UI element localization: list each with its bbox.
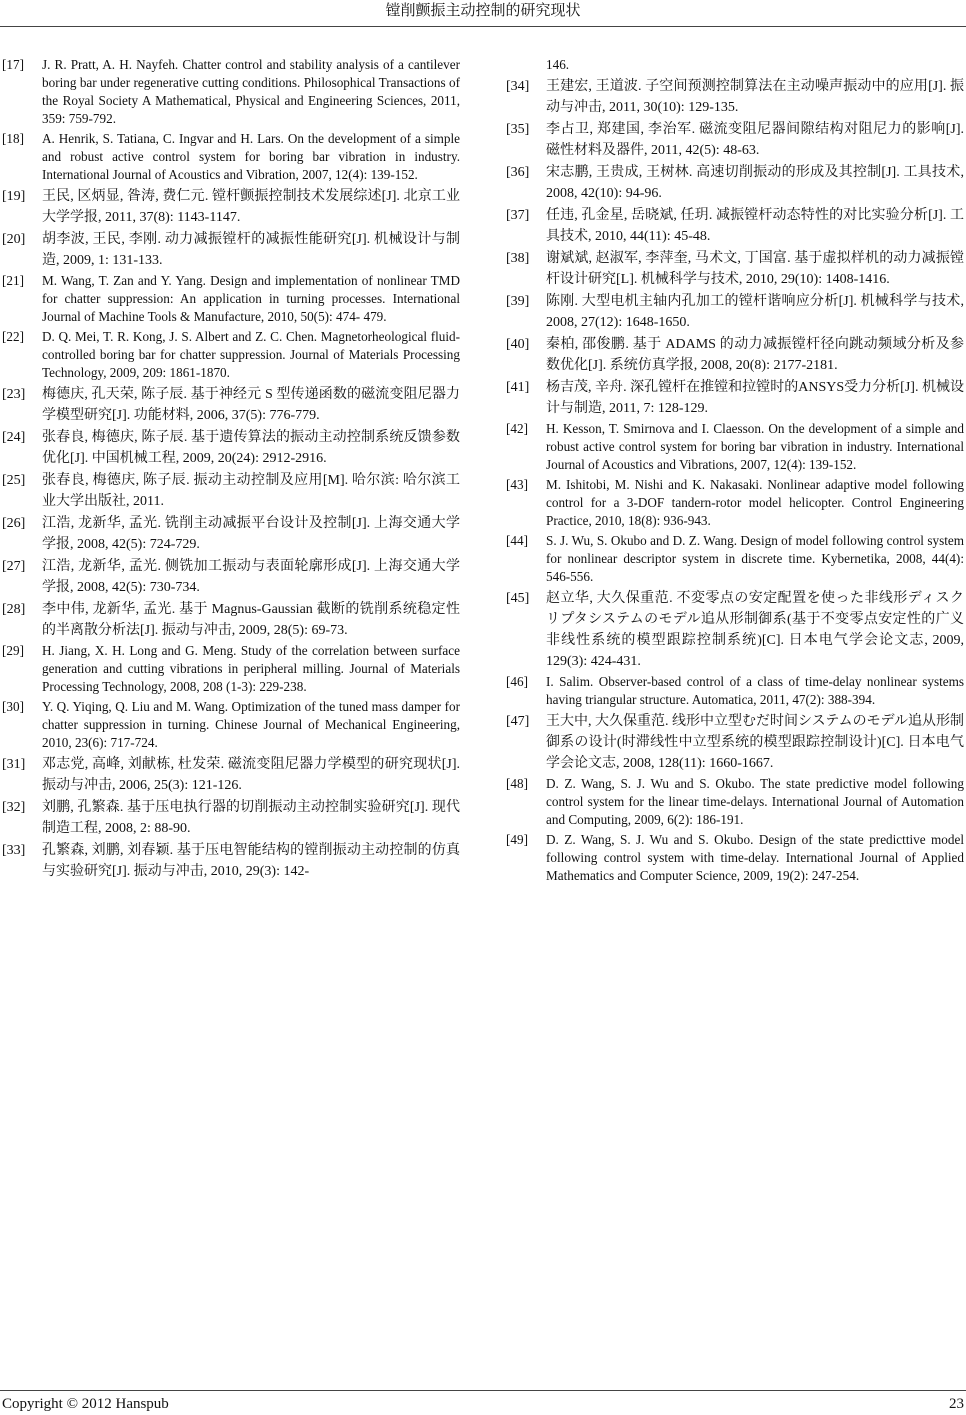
- reference-text: 谢斌斌, 赵淑军, 李萍奎, 马术文, 丁国富. 基于虚拟样机的动力减振镗杆设计研究[L]. 机械科学与技术, 2010, 29(10): 1408-1416.: [546, 251, 964, 287]
- reference-entry: [506, 162, 964, 204]
- reference-number: [36]: [506, 165, 530, 180]
- reference-text: M. Wang, T. Zan and Y. Yang. Design and implementation of nonlinear TMD for chatter suppression: An application in turning processes. International Journal of Machine Tools & Manufacture, 2010, 50(5): 474- 479.: [42, 273, 460, 324]
- reference-text: A. Henrik, S. Tatiana, C. Ingvar and H. Lars. On the development of a simple and robust active control system for boring bar vibration in industry. International Journal of Acoustics and Vibration, 2007, 12(4): 139-152.: [42, 131, 460, 182]
- reference-entry: [506, 711, 964, 774]
- reference-number: [29]: [2, 643, 24, 658]
- copyright-notice: Copyright © 2012 Hanspub: [2, 1396, 169, 1412]
- reference-text: 宋志鹏, 王贵成, 王树林. 高速切削振动的形成及其控制[J]. 工具技术, 2008, 42(10): 94-96.: [546, 165, 964, 201]
- reference-text: J. R. Pratt, A. H. Nayfeh. Chatter control and stability analysis of a cantilever boring bar under regenerative cutting conditions. Philosophical Transactions of the Royal Society A Mathematical, Physical and Engineering Sciences, 2011, 359: 759-792.: [42, 57, 460, 126]
- reference-number: [18]: [2, 131, 24, 146]
- reference-number: [34]: [506, 79, 530, 94]
- reference-number: [26]: [2, 516, 26, 531]
- page-number: 23: [949, 1396, 964, 1412]
- reference-number: [17]: [2, 57, 24, 72]
- reference-text: 王大中, 大久保重范. 线形中立型むだ时间システムのモデル追从形制御系の设计(时滞线性中立型系统的模型跟踪控制设计)[C]. 日本电气学会论文志, 2008, 128(11): 1660-1667.: [546, 714, 964, 771]
- reference-text: M. Ishitobi, M. Nishi and K. Nakasaki. Nonlinear adaptive model following control for a 3-DOF tandern-rotor model helicopter. Control Engineering Practice, 2010, 18(8): 936-943.: [546, 477, 964, 528]
- reference-number: [41]: [506, 380, 530, 395]
- reference-entry: [2, 384, 460, 426]
- reference-number: [35]: [506, 122, 530, 137]
- reference-entry: [506, 119, 964, 161]
- reference-text: 刘鹏, 孔繁森. 基于压电执行器的切削振动主动控制实验研究[J]. 现代制造工程, 2008, 2: 88-90.: [42, 800, 460, 836]
- reference-text: 秦柏, 邵俊鹏. 基于 ADAMS 的动力减振镗杆径向跳动频域分析及参数优化[J]. 系统仿真学报, 2008, 20(8): 2177-2181.: [546, 337, 964, 373]
- reference-number: [46]: [506, 674, 528, 689]
- reference-entry: [2, 754, 460, 796]
- reference-number: [28]: [2, 602, 26, 617]
- reference-entry: [506, 673, 964, 709]
- reference-entry: [2, 513, 460, 555]
- reference-entry: [506, 831, 964, 885]
- reference-number: [40]: [506, 337, 530, 352]
- reference-entry: [506, 205, 964, 247]
- reference-entry: [2, 56, 460, 128]
- reference-entry: [506, 476, 964, 530]
- reference-text: H. Kesson, T. Smirnova and I. Claesson. On the development of a simple and robust active control system for boring bar vibration in industry. International Journal of Acoustics and Vibrations, 2007, 12(4): 139-152.: [546, 421, 964, 472]
- reference-number: [30]: [2, 699, 24, 714]
- reference-text: 江浩, 龙新华, 孟光. 铣削主动减振平台设计及控制[J]. 上海交通大学学报, 2008, 42(5): 724-729.: [42, 516, 460, 552]
- reference-text: 杨吉茂, 辛舟. 深孔镗杆在推镗和拉镗时的ANSYS受力分析[J]. 机械设计与制造, 2011, 7: 128-129.: [546, 380, 964, 416]
- reference-entry: [2, 186, 460, 228]
- reference-number: [37]: [506, 208, 530, 223]
- reference-text: 张春良, 梅德庆, 陈子辰. 振动主动控制及应用[M]. 哈尔滨: 哈尔滨工业大学出版社, 2011.: [42, 473, 460, 509]
- reference-text: 邓志党, 高峰, 刘献栋, 杜发荣. 磁流变阻尼器力学模型的研究现状[J]. 振动与冲击, 2006, 25(3): 121-126.: [42, 757, 460, 793]
- references-left-column: [2, 56, 460, 883]
- reference-entry: [506, 334, 964, 376]
- reference-entry: [2, 130, 460, 184]
- reference-text: I. Salim. Observer-based control of a class of time-delay nonlinear systems having triangular structure. Automatica, 2011, 47(2): 388-394.: [546, 674, 964, 707]
- reference-number: [44]: [506, 533, 528, 548]
- reference-text: D. Q. Mei, T. R. Kong, J. S. Albert and Z. C. Chen. Magnetorheological fluid-controlled boring bar for chatter suppression. Journal of Materials Processing Technology, 2009, 209: 1861-1870.: [42, 329, 460, 380]
- reference-number: [19]: [2, 189, 26, 204]
- reference-entry: [506, 56, 964, 74]
- reference-text: 孔繁森, 刘鹏, 刘春颖. 基于压电智能结构的镗削振动主动控制的仿真与实验研究[J]. 振动与冲击, 2010, 29(3): 142-: [42, 843, 460, 879]
- reference-number: [45]: [506, 591, 530, 606]
- reference-number: [25]: [2, 473, 26, 488]
- reference-text: 李占卫, 郑建国, 李治军. 磁流变阻尼器间隙结构对阻尼力的影响[J]. 磁性材料及器件, 2011, 42(5): 48-63.: [546, 122, 964, 158]
- reference-text: 胡李波, 王民, 李刚. 动力减振镗杆的减振性能研究[J]. 机械设计与制造, 2009, 1: 131-133.: [42, 232, 460, 268]
- reference-number: [22]: [2, 329, 24, 344]
- reference-entry: [2, 642, 460, 696]
- reference-text: S. J. Wu, S. Okubo and D. Z. Wang. Design of model following control system for nonlinear descriptor system in discrete time. Kybernetika, 2008, 44(4): 546-556.: [546, 533, 964, 584]
- reference-text: 李中伟, 龙新华, 孟光. 基于 Magnus-Gaussian 截断的铣削系统稳定性的半离散分析法[J]. 振动与冲击, 2009, 28(5): 69-73.: [42, 602, 460, 638]
- reference-number: [43]: [506, 477, 528, 492]
- reference-number: [38]: [506, 251, 530, 266]
- reference-text: 张春良, 梅德庆, 陈子辰. 基于遗传算法的振动主动控制系统反馈参数优化[J]. 中国机械工程, 2009, 20(24): 2912-2916.: [42, 430, 460, 466]
- reference-number: [33]: [2, 843, 26, 858]
- reference-number: [27]: [2, 559, 26, 574]
- page-footer: [0, 1390, 966, 1415]
- references-right-column: [506, 56, 964, 887]
- reference-entry: [2, 840, 460, 882]
- reference-number: [42]: [506, 421, 528, 436]
- reference-entry: [2, 797, 460, 839]
- reference-number: [32]: [2, 800, 26, 815]
- reference-text: 江浩, 龙新华, 孟光. 侧铣加工振动与表面轮廓形成[J]. 上海交通大学学报, 2008, 42(5): 730-734.: [42, 559, 460, 595]
- reference-text: 王民, 区炳显, 昝涛, 费仁元. 镗杆颤振控制技术发展综述[J]. 北京工业大学学报, 2011, 37(8): 1143-1147.: [42, 189, 460, 225]
- reference-entry: [2, 229, 460, 271]
- reference-number: [47]: [506, 714, 530, 729]
- reference-entry: [2, 328, 460, 382]
- reference-text: D. Z. Wang, S. J. Wu and S. Okubo. Design of the state predicttive model following control system with time-delay. International Journal of Applied Mathematics and Computer Science, 2009, 19(2): 247-254.: [546, 832, 964, 883]
- reference-text: 任违, 孔金星, 岳晓斌, 任玥. 减振镗杆动态特性的对比实验分析[J]. 工具技术, 2010, 44(11): 45-48.: [546, 208, 964, 244]
- reference-number: [39]: [506, 294, 530, 309]
- reference-number: [31]: [2, 757, 26, 772]
- reference-number: [48]: [506, 776, 528, 791]
- reference-entry: [2, 599, 460, 641]
- reference-number: [23]: [2, 387, 26, 402]
- reference-text: 赵立华, 大久保重范. 不変零点の安定配置を使った非线形ディスクリプタシステムのモデル追从形制御系(基于不变零点安定性的广义非线性系统的模型跟踪控制系统)[C]. 日本电气学会论文志, 2009, 129(3): 424-431.: [546, 591, 964, 669]
- reference-entry: [506, 775, 964, 829]
- reference-text: 王建宏, 王道波. 子空间预测控制算法在主动噪声振动中的应用[J]. 振动与冲击, 2011, 30(10): 129-135.: [546, 79, 964, 115]
- reference-text: 陈刚. 大型电机主轴内孔加工的镗杆谐响应分析[J]. 机械科学与技术, 2008, 27(12): 1648-1650.: [546, 294, 964, 330]
- reference-number: [49]: [506, 832, 528, 847]
- reference-number: [24]: [2, 430, 26, 445]
- running-header-title: 镗削颤振主动控制的研究现状: [385, 3, 581, 19]
- reference-entry: [506, 532, 964, 586]
- reference-text: D. Z. Wang, S. J. Wu and S. Okubo. The state predictive model following control system for the linear time-delays. International Journal of Automation and Computing, 2009, 6(2): 186-191.: [546, 776, 964, 827]
- reference-text: H. Jiang, X. H. Long and G. Meng. Study of the correlation between surface generation and cutting vibrations in peripheral milling. Journal of Materials Processing Technology, 2008, 208 (1-3): 229-238.: [42, 643, 460, 694]
- reference-text: 146.: [546, 57, 570, 72]
- reference-entry: [506, 377, 964, 419]
- reference-entry: [506, 76, 964, 118]
- reference-entry: [2, 470, 460, 512]
- reference-entry: [506, 291, 964, 333]
- reference-text: 梅德庆, 孔天荣, 陈子辰. 基于神经元 S 型传递函数的磁流变阻尼器力学模型研究[J]. 功能材料, 2006, 37(5): 776-779.: [42, 387, 460, 423]
- reference-entry: [506, 420, 964, 474]
- reference-entry: [506, 588, 964, 672]
- running-header: [0, 0, 966, 27]
- reference-entry: [506, 248, 964, 290]
- reference-entry: [2, 272, 460, 326]
- reference-entry: [2, 556, 460, 598]
- reference-entry: [2, 698, 460, 752]
- reference-number: [20]: [2, 232, 26, 247]
- reference-entry: [2, 427, 460, 469]
- reference-text: Y. Q. Yiqing, Q. Liu and M. Wang. Optimization of the tuned mass damper for chatter suppression in turning. Chinese Journal of Mechanical Engineering, 2010, 23(6): 717-724.: [42, 699, 460, 750]
- reference-number: [21]: [2, 273, 24, 288]
